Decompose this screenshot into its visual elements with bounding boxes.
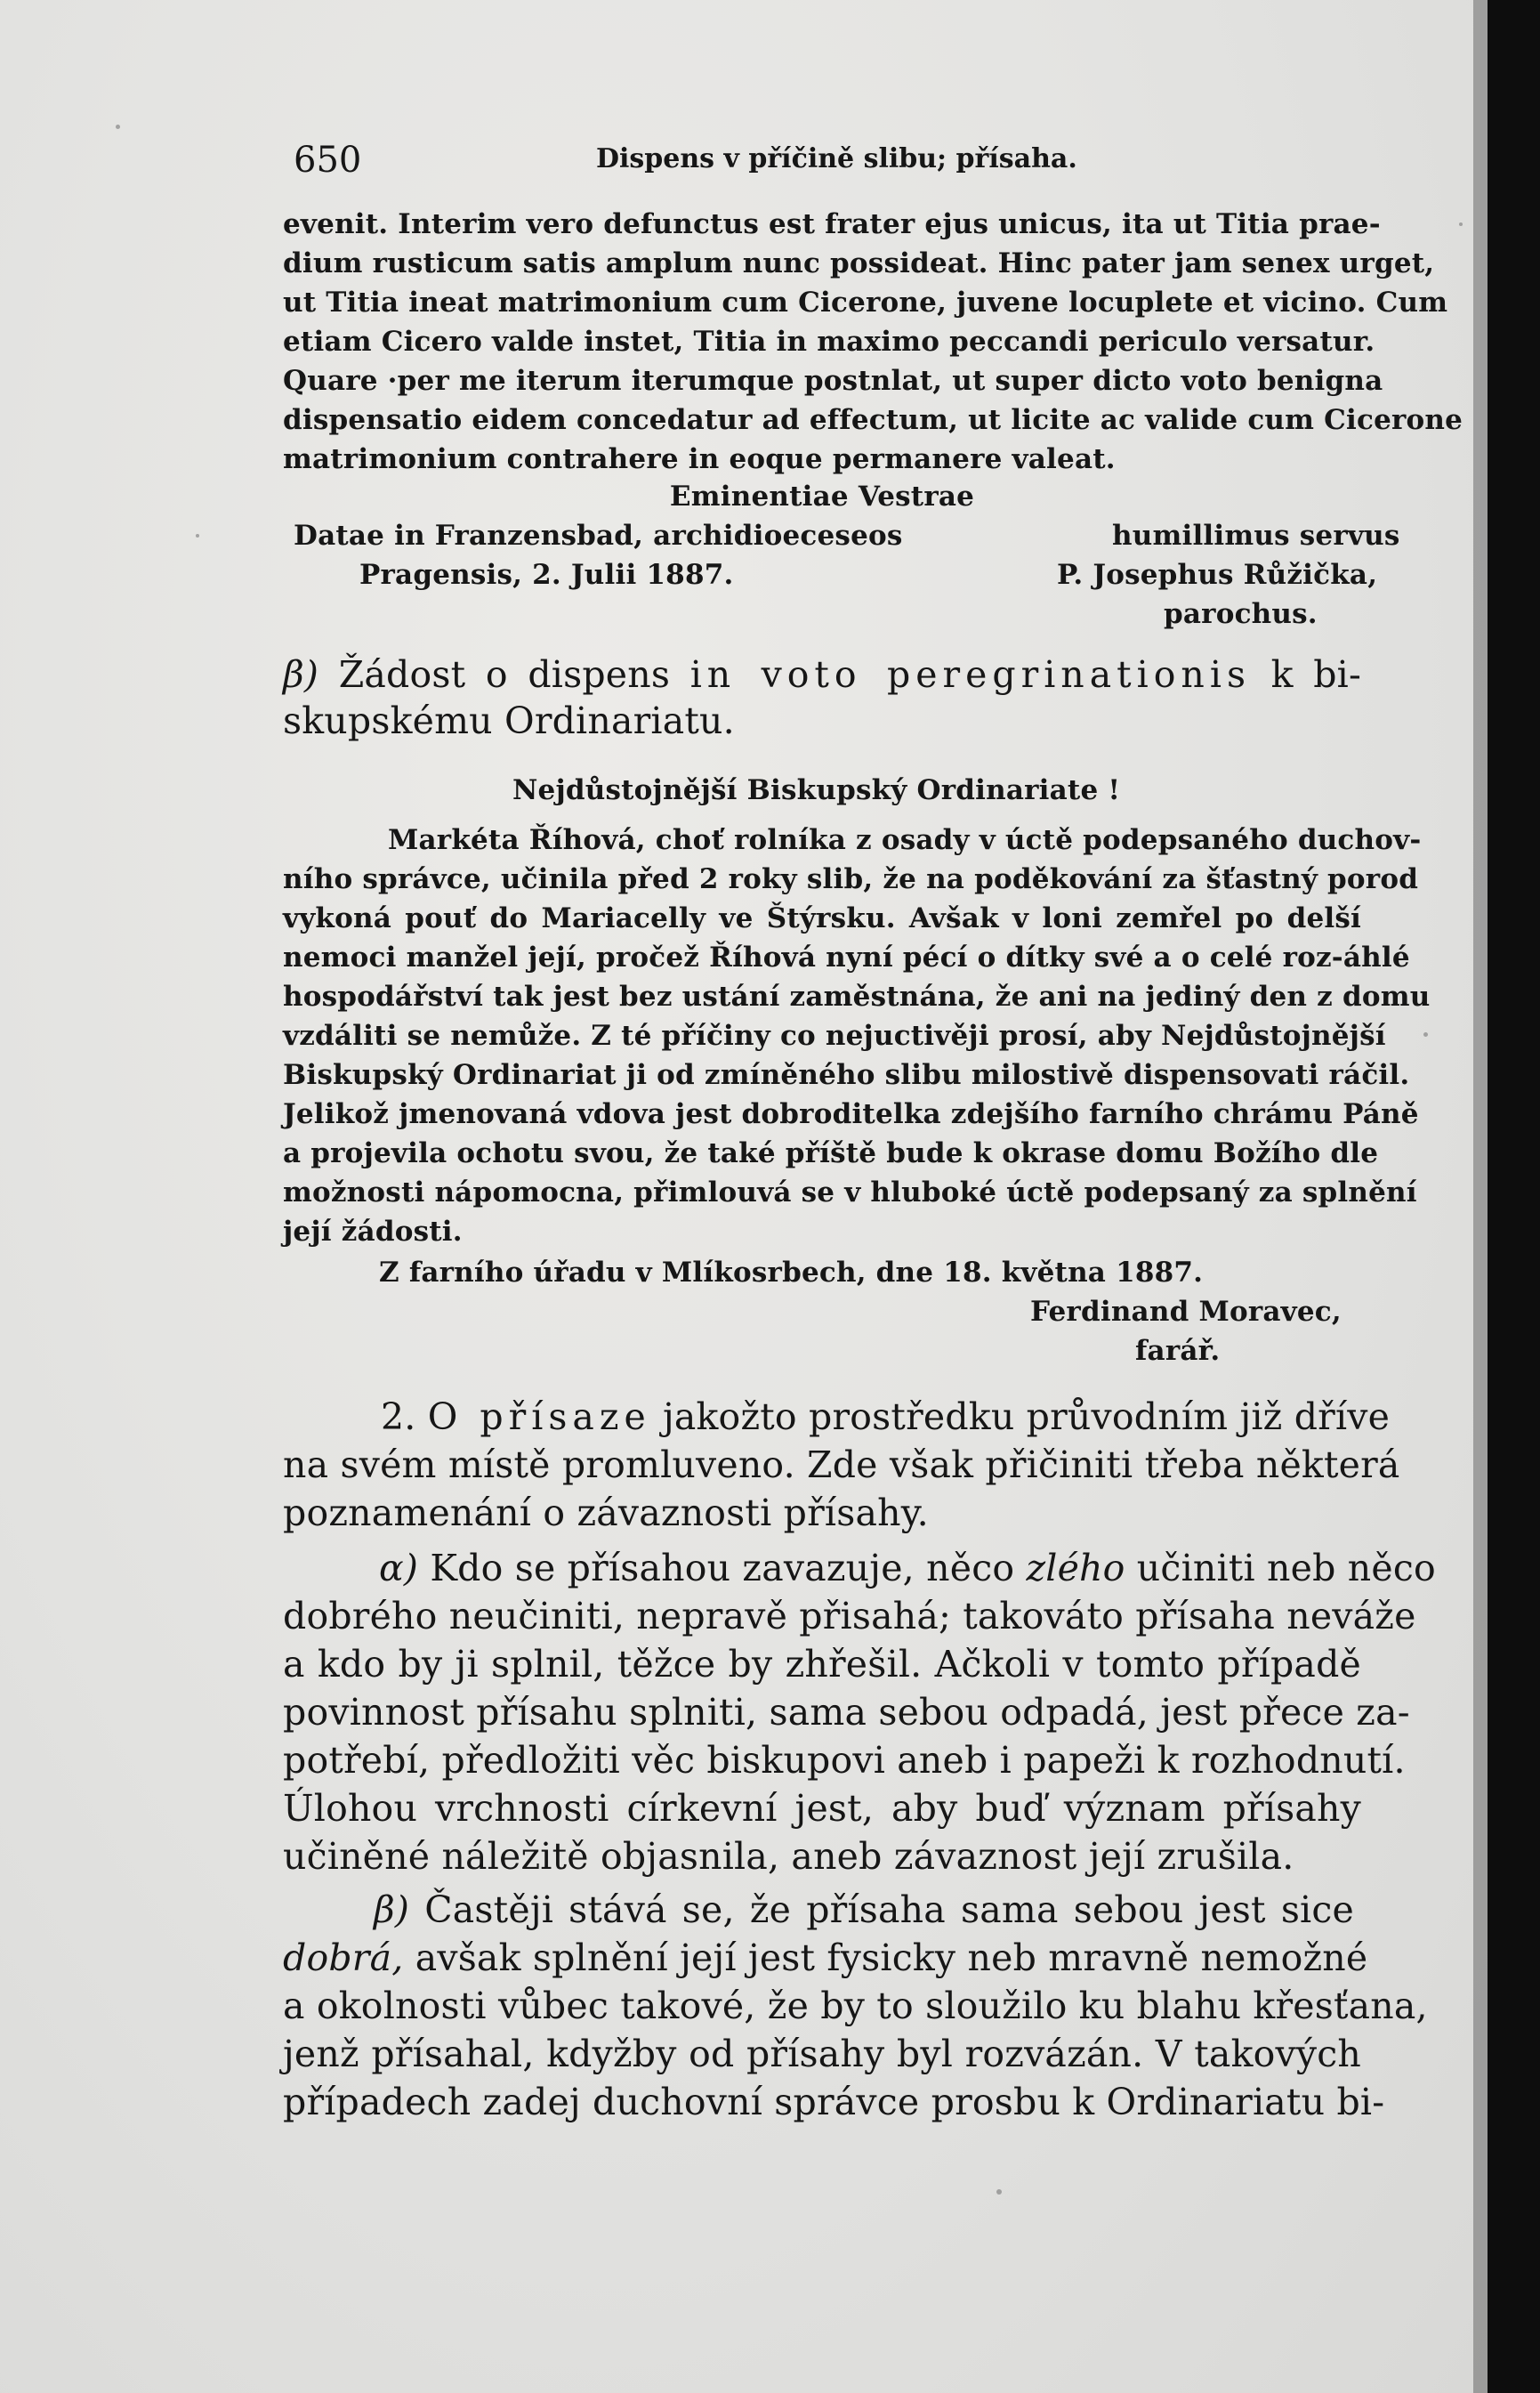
text-line: matrimonium contrahere in eoque permanere valeat. (283, 443, 1116, 475)
letter-signature: parochus. (1164, 598, 1318, 630)
scan-border (1488, 0, 1540, 2393)
scan-edge-shadow (1473, 0, 1488, 2393)
running-header (294, 140, 1361, 184)
text-line: a projevila ochotu svou, že také příště bude k okrase domu Božího dle (283, 1137, 1379, 1169)
letter-signature: Ferdinand Moravec, (1030, 1296, 1342, 1328)
text-line: nemoci manžel její, pročež Říhová nyní pécí o dítky své a o celé roz-áhlé (283, 942, 1410, 974)
text-line: dobrá, avšak splnění její jest fysicky neb mravně nemožné (283, 1936, 1368, 1979)
text-line: jenž přísahal, kdyžby od přísahy byl rozvázán. V takových (283, 2033, 1361, 2075)
letter-closing: Eminentiae Vestrae (669, 481, 975, 513)
text-line: a okolnosti vůbec takové, že by to sloužilo ku blahu křesťana, (283, 1985, 1428, 2027)
text-line: α) Kdo se přísahou zavazuje, něco zlého učiniti neb něco (379, 1547, 1436, 1589)
text-line: Jelikož jmenovaná vdova jest dobroditelka zdejšího farního chrámu Páně (283, 1098, 1419, 1130)
section-heading: β) Žádost o dispens in voto peregrinationis k bi- (283, 653, 1362, 696)
text-line: možnosti nápomocna, přimlouvá se v hluboké úctě podepsaný za splnění (283, 1176, 1417, 1209)
paragraph-marker: β) (374, 1888, 410, 1931)
text-line: 2. O přísaze jakožto prostředku průvodním již dříve (381, 1395, 1391, 1438)
paragraph-marker: α) (379, 1547, 419, 1589)
text-line: povinnost přísahu splniti, sama sebou odpadá, jest přece za- (283, 1691, 1410, 1734)
letter-date: Pragensis, 2. Julii 1887. (359, 559, 734, 591)
letter-salutation: Nejdůstojnější Biskupský Ordinariate ! (512, 774, 1121, 806)
text-line: Markéta Říhová, choť rolníka z osady v úctě podepsaného duchov- (388, 824, 1422, 856)
section-heading: skupskému Ordinariatu. (283, 699, 735, 742)
text-line: Biskupský Ordinariat ji od zmíněného slibu milostivě dispensovati ráčil. (283, 1059, 1410, 1091)
text-line: β) Častěji stává se, že přísaha sama sebou jest sice (374, 1888, 1354, 1931)
text-line: případech zadej duchovní správce prosbu k Ordinariatu bi- (283, 2081, 1385, 2123)
paper-speck (1423, 1032, 1428, 1037)
page-number: 650 (294, 140, 362, 181)
text-line: Quare ·per me iterum iterumque postnlat, ut super dicto voto benigna (283, 365, 1383, 397)
running-title: Dispens v příčině slibu; přísaha. (596, 143, 1077, 174)
text-line: dispensatio eidem concedatur ad effectum, ut licite ac valide cum Cicerone (283, 404, 1463, 436)
paper-speck (196, 534, 199, 538)
text-line: ního správce, učinila před 2 roky slib, že na poděkování za šťastný porod (283, 863, 1419, 895)
paper-speck (116, 125, 120, 129)
text-line: evenit. Interim vero defunctus est frater ejus unicus, ita ut Titia prae- (283, 208, 1381, 240)
letter-date: Datae in Franzensbad, archidioeceseos (294, 520, 903, 552)
text-line: dobrého neučiniti, nepravě přisahá; takováto přísaha neváže (283, 1595, 1416, 1637)
paper-speck (996, 2189, 1002, 2195)
text-line: ut Titia ineat matrimonium cum Cicerone, juvene locuplete et vicino. Cum (283, 287, 1448, 319)
text-line: poznamenání o závaznosti přísahy. (283, 1492, 929, 1534)
text-line: vzdáliti se nemůže. Z té příčiny co nejuctivěji prosí, aby Nejdůstojnější (283, 1020, 1386, 1052)
section-number: 2. (381, 1395, 416, 1438)
text-line: Úlohou vrchnosti církevní jest, aby buď význam přísahy (283, 1787, 1361, 1830)
text-line: její žádosti. (283, 1216, 463, 1248)
letter-signature: P. Josephus Růžička, (1057, 559, 1378, 591)
letter-date: Z farního úřadu v Mlíkosrbech, dne 18. května 1887. (379, 1257, 1204, 1289)
text-line: hospodářství tak jest bez ustání zaměstnána, že ani na jediný den z domu (283, 981, 1431, 1013)
section-marker: β) (283, 653, 319, 696)
text-line: etiam Cicero valde instet, Titia in maximo peccandi periculo versatur. (283, 326, 1375, 358)
text-line: učiněné náležitě objasnila, aneb závaznost její zrušila. (283, 1835, 1294, 1878)
text-line: a kdo by ji splnil, těžce by zhřešil. Ačkoli v tomto případě (283, 1643, 1361, 1686)
text-line: vykoná pouť do Mariacelly ve Štýrsku. Avšak v loni zemřel po delší (283, 902, 1361, 934)
letter-signature: farář. (1135, 1335, 1221, 1367)
text-line: dium rusticum satis amplum nunc possideat. Hinc pater jam senex urget, (283, 247, 1435, 279)
paper-speck (1459, 222, 1463, 226)
text-line: na svém místě promluveno. Zde však přičiniti třeba některá (283, 1443, 1400, 1486)
text-line: potřebí, předložiti věc biskupovi aneb i papeži k rozhodnutí. (283, 1739, 1406, 1782)
letter-signature: humillimus servus (1112, 520, 1400, 552)
